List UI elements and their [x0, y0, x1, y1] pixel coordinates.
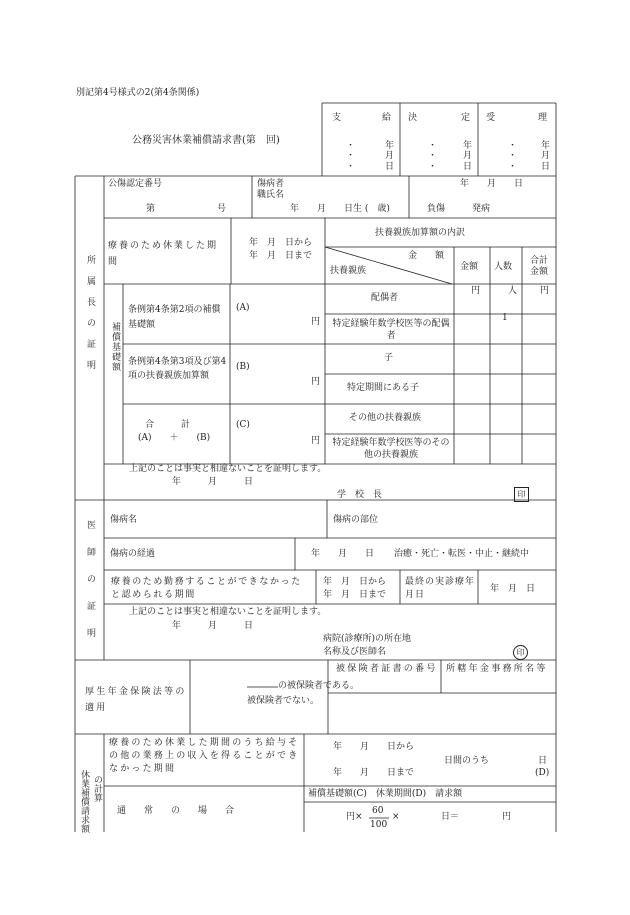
dot: ・: [508, 162, 518, 172]
outcome-options: 治癒・死亡・転医・中止・継続中: [394, 549, 530, 559]
section2-certify: 上記のことは事実と相違ないことを証明します。: [129, 607, 327, 617]
principal-label: 学 校 長: [337, 490, 383, 500]
row-b-yen: 円: [311, 377, 321, 387]
yen-unit: 円: [471, 286, 481, 296]
times-sign: ×: [392, 812, 400, 822]
section1-side-label: 所属長の証明: [85, 255, 95, 381]
cert-no-label: 公傷認定番号: [108, 179, 163, 189]
days-label: 日: [538, 756, 548, 766]
injury-type: 負傷 発病: [427, 204, 491, 214]
rest-period-label: 療養のため休業した期間: [108, 241, 219, 267]
d-tag: (D): [535, 768, 550, 778]
result-yen: 円: [502, 812, 512, 822]
col-amount: 金額: [460, 262, 479, 272]
injury-date: 年 月 日: [460, 179, 524, 189]
patient-name-label: 職氏名: [257, 190, 285, 200]
year-label: 年: [463, 141, 473, 151]
insured-no-label: 被保険者証書の番号: [336, 664, 438, 674]
fuyou-label: 扶養親族: [330, 266, 367, 276]
box-char: 支: [332, 113, 342, 123]
box-char: 決: [408, 113, 418, 123]
fraction-numerator: 60: [372, 806, 384, 816]
calc-header: 補償基礎額(C) 休業期間(D) 請求額: [308, 789, 463, 799]
row-c-formula: (A) ＋ (B): [138, 433, 211, 443]
family-item: 特定経験年数学校医等のその他の扶養親族: [332, 438, 450, 460]
month-label: 月: [463, 151, 473, 161]
row-b-tag: (B): [236, 362, 250, 372]
last-exam-date: 年 月 日: [490, 584, 536, 594]
rest-from: 年 月 日から: [249, 238, 313, 248]
day-label: 日: [463, 162, 473, 172]
row-a-yen: 円: [311, 317, 321, 327]
spouse-count: 1: [502, 313, 508, 323]
calc-yen: 円×: [346, 812, 363, 822]
unable-to: 年 月 日まで: [323, 590, 387, 600]
unable-from: 年 月 日から: [323, 577, 387, 587]
days-equals: 日＝: [441, 812, 460, 822]
normal-case-label: 通 常 の 場 合: [117, 806, 235, 816]
dot: ・: [346, 141, 356, 151]
dai-label: 第: [146, 204, 156, 214]
row-a-label: 条例第4条第2項の補償基礎額: [128, 305, 221, 330]
box-char: 理: [538, 113, 548, 123]
row-a-tag: (A): [236, 303, 250, 313]
period-label: 療養のため休業した期間のうち給与その他の業務上の収入を得ることができなかった期間: [109, 738, 300, 774]
row-c-label: 合 計: [145, 420, 191, 430]
section4-side-label: 休業補償請求額: [79, 770, 89, 833]
disease-part-label: 傷病の部位: [333, 515, 379, 525]
dot: ・: [428, 162, 438, 172]
last-exam-label: 最終の実診療年月日: [405, 577, 476, 600]
dot: ・: [508, 141, 518, 151]
rest-to: 年 月 日まで: [249, 251, 313, 261]
hosho-label: 補償基礎額: [110, 322, 120, 372]
family-item: その他の扶養親族: [349, 413, 422, 423]
box-char: 受: [486, 113, 496, 123]
kingaku-label: 金 額: [408, 251, 445, 261]
progress-label: 傷病の経過: [110, 549, 156, 559]
of-period-label: 日間のうち: [444, 756, 490, 766]
seal-icon: 印: [513, 645, 528, 660]
form-number: 別記第4号様式の2(第4条関係): [76, 88, 200, 98]
section2-side-label: 医師の証明: [85, 520, 95, 655]
birth-date: 年 月 日生 ( 歳): [290, 204, 390, 214]
dot: ・: [508, 151, 518, 161]
day-label: 日: [385, 162, 395, 172]
disease-name-label: 傷病名: [110, 515, 138, 525]
insured-option: の被保険者である。: [278, 681, 360, 691]
box-char: 給: [382, 113, 392, 123]
family-item: 子: [384, 353, 394, 363]
section1-cert-date: 年 月 日: [172, 477, 254, 487]
dot: ・: [346, 162, 356, 172]
progress-date: 年 月 日: [311, 549, 375, 559]
dot: ・: [346, 151, 356, 161]
seal-icon: 印: [514, 487, 529, 502]
section4-side-label-calc: の計算: [92, 775, 102, 802]
nin-unit: 人: [508, 286, 518, 296]
pension-law-label: 厚生年金保険法等の適用: [85, 687, 187, 713]
row-b-label: 条例第4条第3項及び第4項の扶養親族加算額: [128, 357, 227, 381]
go-label: 号: [217, 204, 227, 214]
col-total: 合計金額: [529, 256, 548, 277]
hospital-name-label: 名称及び医師名: [323, 647, 387, 657]
family-item: 特定経験年数学校医等の配偶者: [332, 319, 450, 341]
patient-label: 傷病者: [257, 179, 285, 189]
hospital-address-label: 病院(診療所)の所在地: [323, 634, 412, 644]
dot: ・: [428, 151, 438, 161]
month-label: 月: [385, 151, 395, 161]
family-header: 扶養親族加算額の内訳: [375, 228, 466, 238]
day-label: 日: [541, 162, 551, 172]
box-char: 定: [461, 113, 471, 123]
year-label: 年: [385, 141, 395, 151]
section1-certify: 上記のことは事実と相違ないことを証明します。: [129, 464, 327, 474]
dot: ・: [428, 141, 438, 151]
period-from: 年 月 日から: [333, 742, 415, 752]
not-insured-option: 被保険者でない。: [247, 696, 320, 706]
row-c-tag: (C): [236, 420, 250, 430]
col-people: 人数: [494, 262, 513, 272]
family-item: 特定期間にある子: [347, 383, 420, 393]
month-label: 月: [541, 151, 551, 161]
row-c-yen: 円: [311, 436, 321, 446]
family-item: 配偶者: [371, 293, 399, 303]
section2-cert-date: 年 月 日: [172, 621, 254, 631]
period-to: 年 月 日まで: [333, 768, 415, 778]
unable-period-label: 療養のため勤務することができなかったと認められる期間: [111, 577, 302, 600]
form-title: 公務災害休業補償請求書(第 回): [132, 135, 280, 146]
pension-office-label: 所轄年金事務所名等: [446, 664, 548, 674]
year-label: 年: [541, 141, 551, 151]
yen-unit: 円: [540, 286, 550, 296]
fraction-denominator: 100: [370, 820, 388, 830]
